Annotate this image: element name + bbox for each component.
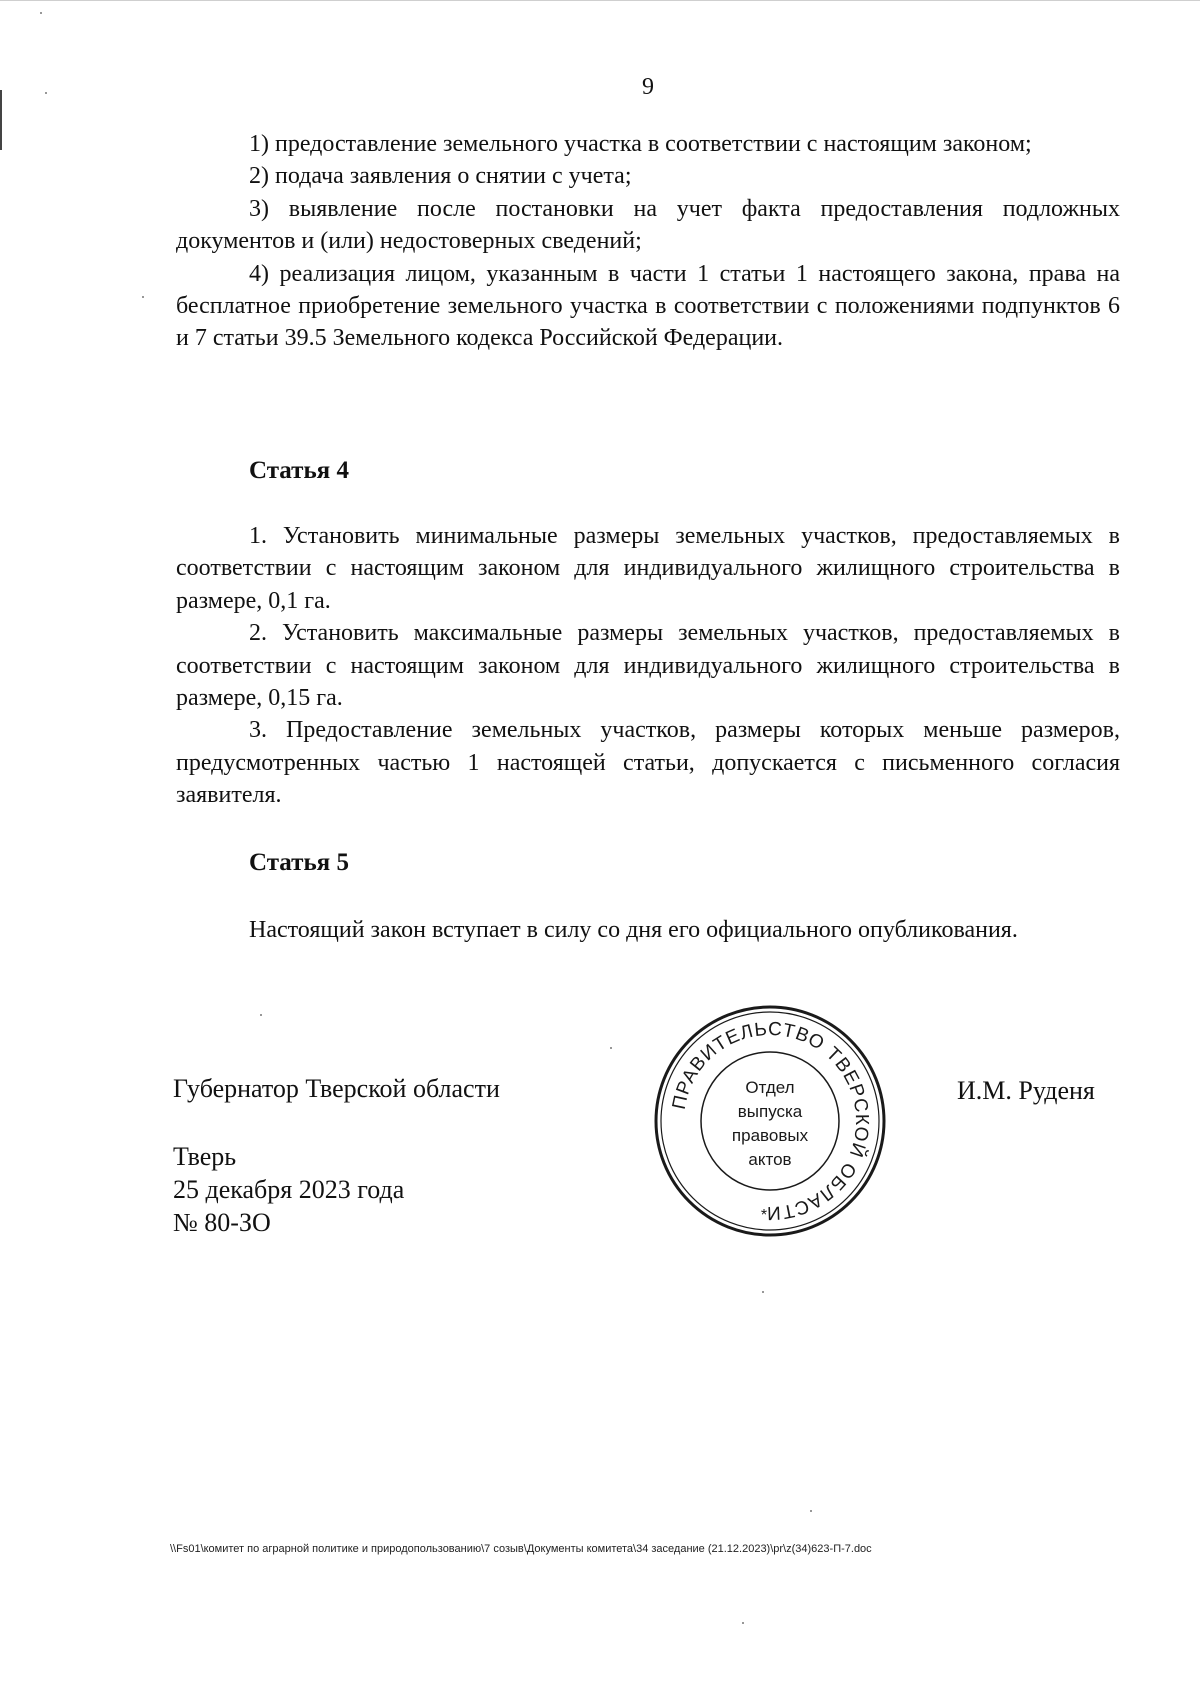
- scan-speck: [810, 1510, 812, 1512]
- stamp-center-line: актов: [748, 1150, 792, 1169]
- stamp-ring-text: ПРАВИТЕЛЬСТВО ТВЕРСКОЙ ОБЛАСТИ: [668, 1018, 873, 1224]
- scan-edge: [0, 0, 1200, 1]
- law-number: № 80-ЗО: [173, 1208, 271, 1237]
- stamp-star: *: [760, 1207, 768, 1224]
- stamp-middle-ring: [661, 1012, 879, 1230]
- list-item: 2) подача заявления о снятии с учета;: [249, 163, 632, 190]
- file-path-footer: \\Fs01\комитет по аграрной политике и природопользованию\7 созыв\Документы комитета\34 заседание (21.12.2023)\pr\z(34)623-П-7.doc: [170, 1543, 872, 1555]
- list-item: 1) предоставление земельного участка в соответствии с настоящим законом;: [249, 131, 1032, 157]
- article-4-items: [176, 520, 1120, 812]
- place-date-block: [173, 1140, 404, 1239]
- list-item: 4) реализация лицом, указанным в части 1 статьи 1 настоящего закона, права на бесплатное приобретение земельного участка в соответствии с положениями подпунктов 6 и 7 статьи 39.5 Земельного кодекса Российской Федерации.: [176, 260, 1120, 352]
- scan-speck: [610, 1047, 612, 1049]
- stamp-inner-ring: [701, 1052, 839, 1190]
- article-5: [176, 847, 1120, 879]
- scan-speck: [40, 12, 42, 14]
- list-items: [176, 128, 1120, 355]
- scan-speck: [260, 1014, 262, 1016]
- article-item: 1. Установить минимальные размеры земельных участков, предоставляемых в соответствии с настоящим законом для индивидуального жилищного строительства в размере, 0,1 га.: [176, 523, 1120, 614]
- article-heading: Статья 4: [249, 457, 349, 484]
- article-item: 2. Установить максимальные размеры земельных участков, предоставляемых в соответствии с настоящим законом для индивидуального жилищного строительства в размере, 0,15 га.: [176, 620, 1120, 712]
- stamp-center-line: Отдел: [745, 1078, 795, 1097]
- stamp-center-line: выпуска: [737, 1102, 803, 1121]
- date: 25 декабря 2023 года: [173, 1175, 405, 1204]
- scan-speck: [742, 1622, 744, 1624]
- page-number: 9: [642, 74, 654, 100]
- scan-speck: [142, 296, 144, 298]
- article-item: 3. Предоставление земельных участков, размеры которых меньше размеров, предусмотренных частью 1 настоящей статьи, допускается с письменного согласия заявителя.: [176, 717, 1120, 809]
- stamp-center-line: правовых: [731, 1126, 809, 1145]
- article-heading: Статья 5: [249, 849, 349, 876]
- scan-speck: [762, 1291, 764, 1293]
- signatory-position: Губернатор Тверской области: [173, 1074, 500, 1103]
- signatory-name: И.М. Руденя: [957, 1076, 1095, 1105]
- official-stamp: [652, 1003, 888, 1239]
- list-item: 3) выявление после постановки на учет факта предоставления подложных документов и (или) недостоверных сведений;: [176, 195, 1120, 255]
- article-4: [176, 455, 1120, 487]
- article-text: Настоящий закон вступает в силу со дня его официального опубликования.: [249, 917, 1018, 943]
- article-5-text: [176, 914, 1120, 946]
- city: Тверь: [173, 1142, 237, 1171]
- stamp-outer-ring: [656, 1007, 884, 1235]
